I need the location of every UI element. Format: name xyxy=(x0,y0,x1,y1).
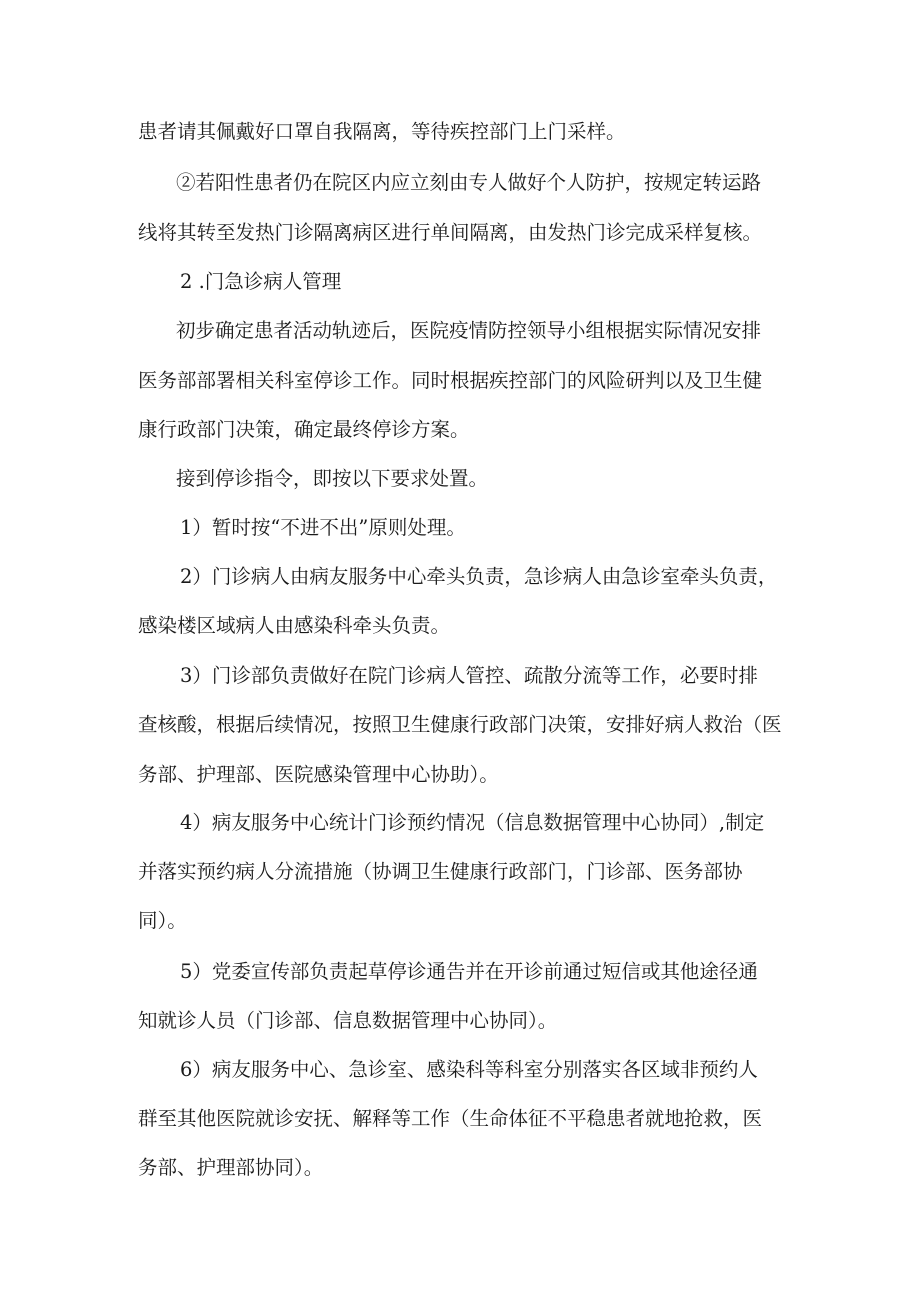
list-item-line: 查核酸，根据后续情况，按照卫生健康行政部门决策，安排好病人救治（医 xyxy=(138,713,782,736)
list-item-line: 并落实预约病人分流措施（协调卫生健康行政部门，门诊部、医务部协 xyxy=(138,860,743,883)
paragraph-line: 医务部部署相关科室停诊工作。同时根据疾控部门的风险研判以及卫生健 xyxy=(138,369,763,392)
paragraph-line: 线将其转至发热门诊隔离病区进行单间隔离，由发热门诊完成采样复核。 xyxy=(138,221,763,244)
paragraph-line: 初步确定患者活动轨迹后，医院疫情防控领导小组根据实际情况安排 xyxy=(176,319,762,342)
paragraph-line: 患者请其佩戴好口罩自我隔离，等待疾控部门上门采样。 xyxy=(138,120,626,143)
list-item-line: 感染楼区域病人由感染科牵头负责。 xyxy=(138,614,451,637)
list-item-line: 务部、护理部协同）。 xyxy=(138,1156,324,1179)
list-item-line: 2）门诊病人由病友服务中心牵头负责，急诊病人由急诊室牵头负责， xyxy=(180,565,778,588)
list-item-line: 4）病友服务中心统计门诊预约情况（信息数据管理中心协同）,制定 xyxy=(180,811,765,834)
list-item-line: 务部、护理部、医院感染管理中心协助）。 xyxy=(138,763,499,786)
list-item-line: 6）病友服务中心、急诊室、感染科等科室分别落实各区域非预约人 xyxy=(180,1058,758,1081)
list-item-line: 1）暂时按“不进不出”原则处理。 xyxy=(180,516,466,539)
list-item-line: 5）党委宣传部负责起草停诊通告并在开诊前通过短信或其他途径通 xyxy=(180,960,758,983)
list-item-line: 群至其他医院就诊安抚、解释等工作（生命体征不平稳患者就地抢救，医 xyxy=(138,1107,763,1130)
paragraph-line: 接到停诊指令，即按以下要求处置。 xyxy=(176,467,489,490)
section-heading: 2 .门急诊病人管理 xyxy=(180,270,342,293)
list-item-line: 知就诊人员（门诊部、信息数据管理中心协同）。 xyxy=(138,1009,558,1032)
paragraph-line: ②若阳性患者仍在院区内应立刻由专人做好个人防护，按规定转运路 xyxy=(176,171,762,194)
list-item-line: 同）。 xyxy=(138,909,187,932)
list-item-line: 3）门诊部负责做好在院门诊病人管控、疏散分流等工作，必要时排 xyxy=(180,664,758,687)
paragraph-line: 康行政部门决策，确定最终停诊方案。 xyxy=(138,418,470,441)
